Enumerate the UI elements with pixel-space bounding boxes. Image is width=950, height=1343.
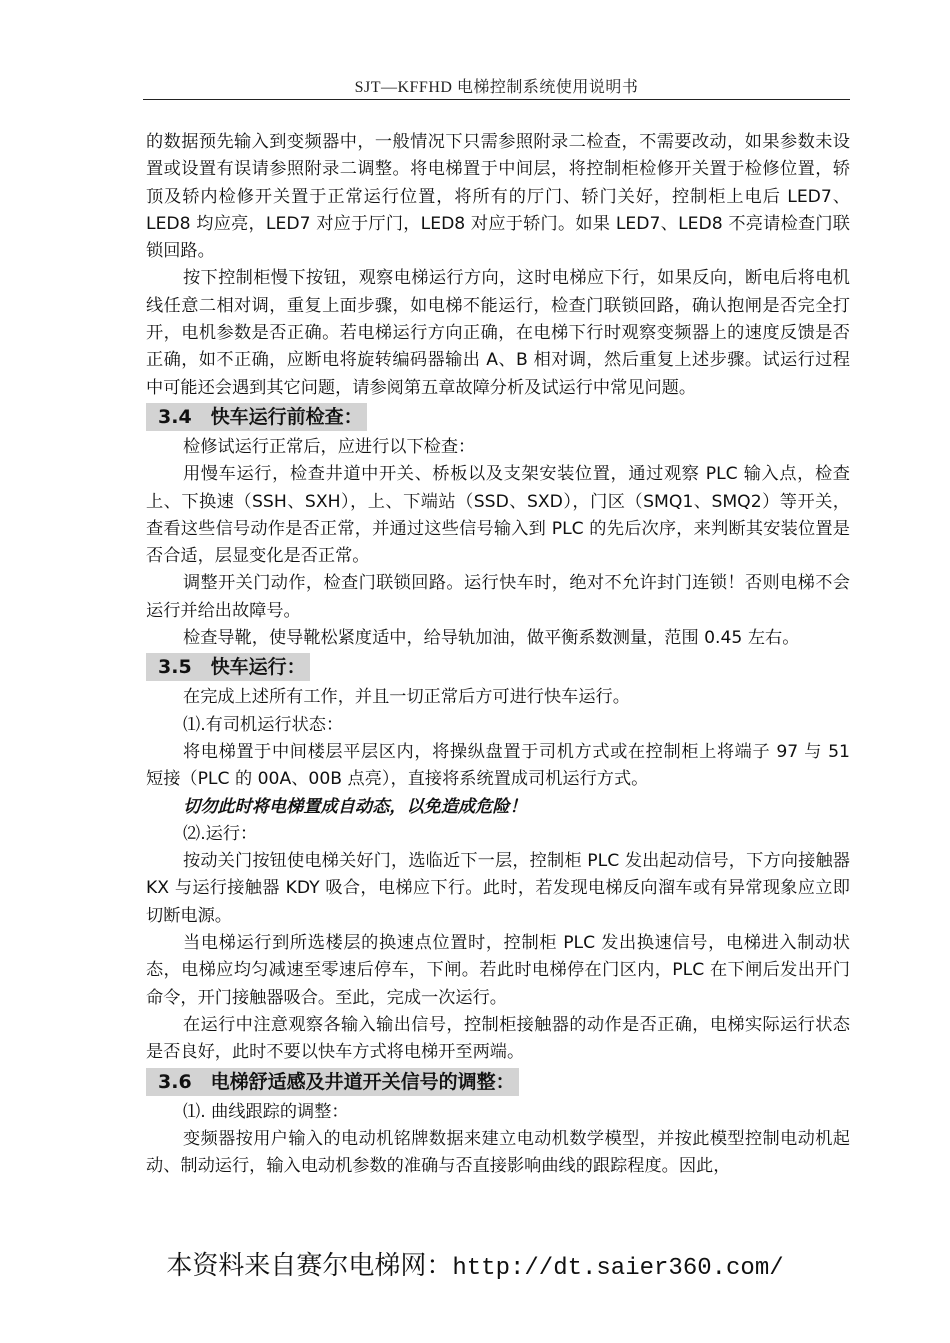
section-heading-3-5 [146,653,850,683]
footer-url-link[interactable]: http://dt.saier360.com/ [452,1255,784,1282]
sub-heading: ⑴.有司机运行状态： [183,714,344,735]
section-heading-label: 3.6 电梯舒适感及井道开关信号的调整： [146,1068,519,1096]
paragraph: 将电梯置于中间楼层平层区内，将操纵盘置于司机方式或在控制柜上将端子 97 与 51 短接（PLC 的 00A、00B 点亮），直接将系统置成司机运行方式。 [146,741,850,790]
paragraph: 用慢车运行，检查井道中开关、桥板以及支架安装位置，通过观察 PLC 输入点，检查上、下换速（SSH、SXH），上、下端站（SSD、SXD），门区（SMQ1、SMQ2）等开关，查看这些信号动作是否正常，并通过这些信号输入到 PLC 的先后次序，来判断其安装位置是否合适，层显变化是否正常。 [146,464,850,567]
paragraph: 当电梯运行到所选楼层的换速点位置时，控制柜 PLC 发出换速信号，电梯进入制动状态，电梯应均匀减速至零速后停车，下闸。若此时电梯停在门区内，PLC 在下闸后发出开门命令，开门接触器吸合。至此，完成一次运行。 [146,933,850,1008]
warning-note: 切勿此时将电梯置成自动态，以免造成危险！ [183,796,527,817]
paragraph: 按下控制柜慢下按钮，观察电梯运行方向，这时电梯应下行，如果反向，断电后将电机线任意二相对调，重复上面步骤，如电梯不能运行，检查门联锁回路，确认抱闸是否完全打开，电机参数是否正确。若电梯运行方向正确，在电梯下行时观察变频器上的速度反馈是否正确，如不正确，应断电将旋转编码器输出 A、B 相对调，然后重复上述步骤。试运行过程中可能还会遇到其它问题，请参阅第五章故障分析及试运行中常见问题。 [146,268,850,398]
section-heading-3-4 [146,403,850,433]
section-heading-label: 3.5 快车运行： [146,653,310,681]
paragraph: 在运行中注意观察各输入输出信号，控制柜接触器的动作是否正确，电梯实际运行状态是否良好，此时不要以快车方式将电梯开至两端。 [146,1014,850,1063]
page-header-title: SJT—KFFHD 电梯控制系统使用说明书 [354,79,639,96]
paragraph: 变频器按用户输入的电动机铭牌数据来建立电动机数学模型，并按此模型控制电动机起动、制动运行，输入电动机参数的准确与否直接影响曲线的跟踪程度。因此， [146,1128,850,1177]
paragraph: 在完成上述所有工作，并且一切正常后方可进行快车运行。 [183,687,630,708]
section-heading-label: 3.4 快车运行前检查： [146,403,367,431]
paragraph: 调整开关门动作，检查门联锁回路。运行快车时，绝对不允许封门连锁！否则电梯不会运行并给出故障号。 [146,573,850,621]
paragraph: 按动关门按钮使电梯关好门，选临近下一层，控制柜 PLC 发出起动信号，下方向接触器 KX 与运行接触器 KDY 吸合，电梯应下行。此时，若发现电梯反向溜车或有异常现象应立即切断电源。 [146,851,850,926]
document-body [146,129,850,1180]
footer-source-line [0,1245,950,1282]
sub-heading: ⑴. 曲线跟踪的调整： [183,1101,349,1122]
paragraph: 检查导靴，使导靴松紧度适中，给导轨加油，做平衡系数测量，范围 0.45 左右。 [183,628,800,649]
footer-source-text: 本资料来自赛尔电梯网： [166,1251,453,1281]
paragraph: 检修试运行正常后，应进行以下检查： [183,436,476,457]
section-heading-3-6 [146,1068,850,1098]
sub-heading: ⑵.运行： [183,823,258,844]
header-divider [143,99,850,100]
paragraph: 的数据预先输入到变频器中，一般情况下只需参照附录二检查，不需要改动，如果参数未设置或设置有误请参照附录二调整。将电梯置于中间层，将控制柜检修开关置于检修位置，轿顶及轿内检修开关置于正常运行位置，将所有的厅门、轿门关好，控制柜上电后 LED7、LED8 均应亮，LED7 对应于厅门，LED8 对应于轿门。如果 LED7、LED8 不亮请检查门联锁回路。 [146,132,850,262]
